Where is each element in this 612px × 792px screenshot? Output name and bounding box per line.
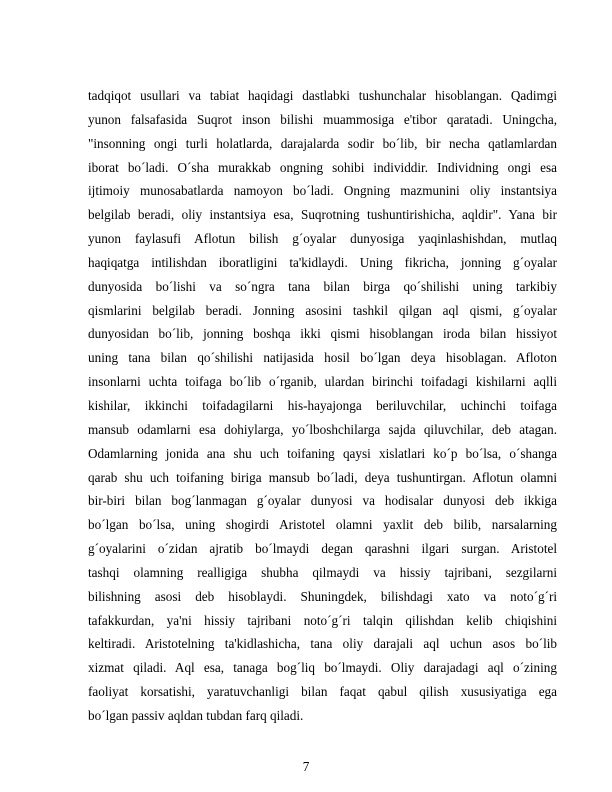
text-line: qismlarini belgilab beradi. Jonning asosini tashkil qilgan aql qismi, g´oyalar [88,302,557,318]
text-line: faoliyat korsatishi, yaratuvchanligi bilan faqat qabul qilish xususiyatiga ega [88,684,557,700]
text-line: xizmat qiladi. Aql esa, tanaga bog´liq bo´lmaydi. Oliy darajadagi aql o´zining [88,660,557,676]
text-line: yunon falsafasida Suqrot inson bilishi muammosiga e'tibor qaratadi. Uningcha, [88,111,557,127]
text-line: bo´lgan bo´lsa, uning shogirdi Aristotel olamni yaxlit deb bilib, narsalarning [88,517,557,533]
text-line: ijtimoiy munosabatlarda namoyon bo´ladi. Ongning mazmunini oliy instantsiya [88,183,557,199]
text-line: qarab shu uch toifaning biriga mansub bo´ladi, deya tushuntirgan. Aflotun olamni [88,469,557,485]
text-line: insonlarni uchta toifaga bo´lib o´rganib, ulardan birinchi toifadagi kishilarni aqlli [88,374,557,390]
text-line: Odamlarning jonida ana shu uch toifaning qaysi xislatlari ko´p bo´lsa, o´shanga [88,445,557,461]
text-line: dunyosidan bo´lib, jonning boshqa ikki qismi hisoblangan iroda bilan hissiyot [88,326,557,342]
text-line: tafakkurdan, ya'ni hissiy tajribani noto´g´ri talqin qilishdan kelib chiqishini [88,612,557,628]
text-line: tashqi olamning realligiga shubha qilmaydi va hissiy tajribani, sezgilarni [88,564,557,580]
text-line: kishilar, ikkinchi toifadagilarni his-hayajonga beriluvchilar, uchinchi toifaga [88,397,557,413]
text-line: bilishning asosi deb hisoblaydi. Shuningdek, bilishdagi xato va noto´g´ri [88,588,557,604]
text-line: bo´lgan passiv aqldan tubdan farq qiladi. [88,707,304,723]
text-line: g´oyalarini o´zidan ajratib bo´lmaydi degan qarashni ilgari surgan. Aristotel [88,541,557,557]
text-line: bir-biri bilan bog´lanmagan g´oyalar dunyosi va hodisalar dunyosi deb ikkiga [88,493,557,509]
text-line: dunyosida bo´lishi va so´ngra tana bilan birga qo´shilishi uning tarkibiy [88,278,557,294]
text-line: "insonning ongi turli holatlarda, darajalarda sodir bo´lib, bir necha qatlamlardan [88,135,557,151]
text-line: iborat bo´ladi. O´sha murakkab ongning sohibi individdir. Individning ongi esa [88,159,557,175]
text-line: mansub odamlarni esa dohiylarga, yo´lboshchilarga sajda qiluvchilar, deb atagan. [88,421,557,437]
document-body [88,84,557,728]
text-line: tadqiqot usullari va tabiat haqidagi dastlabki tushunchalar hisoblangan. Qadimgi [88,88,557,103]
text-line: belgilab beradi, oliy instantsiya esa, Suqrotning tushuntirishicha, aqldir". Yana bir [88,207,557,223]
text-line: yunon faylasufi Aflotun bilish g´oyalar dunyosiga yaqinlashishdan, mutlaq [88,231,557,247]
text-line: haqiqatga intilishdan iboratligini ta'kidlaydi. Uning fikricha, jonning g´oyalar [88,254,557,270]
text-line: uning tana bilan qo´shilishi natijasida hosil bo´lgan deya hisoblagan. Afloton [88,350,557,366]
page-number: 7 [302,759,310,774]
text-line: keltiradi. Aristotelning ta'kidlashicha, tana oliy darajali aql uchun asos bo´lib [88,636,557,652]
